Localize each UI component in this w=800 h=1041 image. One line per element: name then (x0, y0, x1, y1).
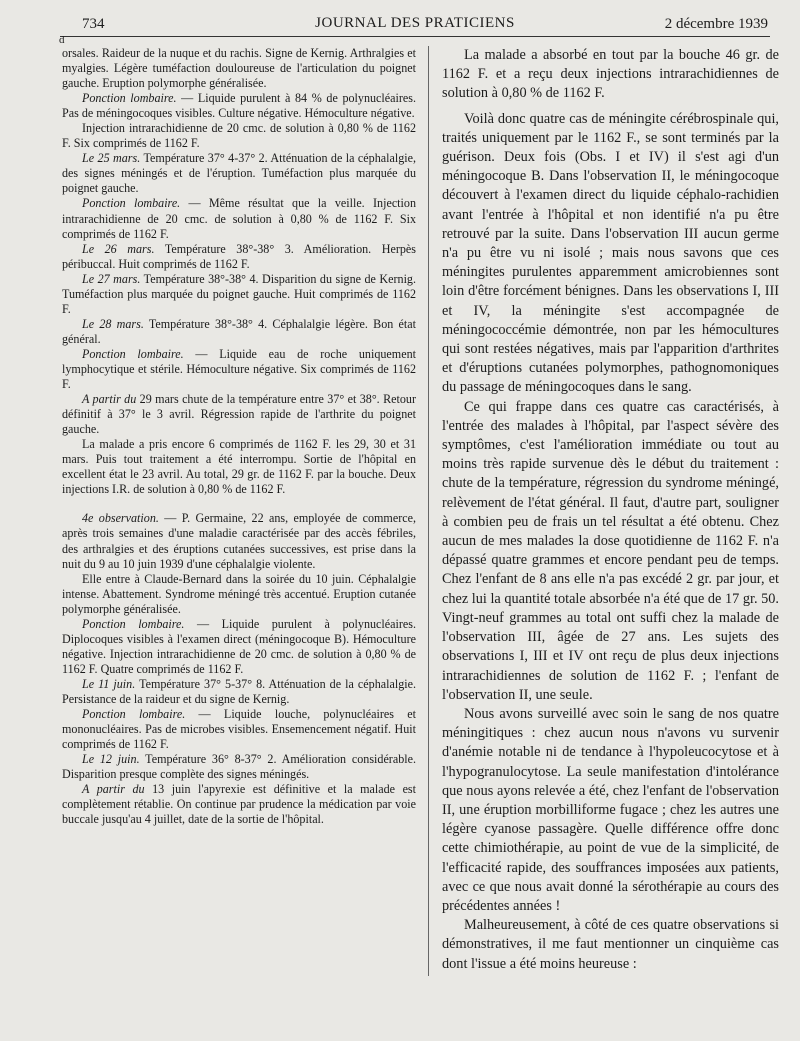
paragraph (62, 91, 416, 121)
paragraph-text: Injection intrarachidienne de 20 cmc. de solution à 0,80 % de 1162 F. Six comprimés de 1162 F. (62, 121, 416, 151)
paragraph (62, 782, 416, 827)
paragraph-text: — Même résultat que la veille. Injection intrarachidienne de 20 cmc. de solution à 0,80 % de 1162 F. Six comprimés de 1162 F. (62, 196, 416, 241)
paragraph (62, 196, 416, 241)
paragraph-lead: Le 28 mars. (82, 316, 144, 331)
paragraph-text: Malheureusement, à côté de ces quatre observations si démonstratives, il me faut mentionner un cinquième cas dont l'issue a été moins heureuse : (442, 917, 779, 972)
page-header (59, 10, 770, 46)
paragraph-text: Elle entre à Claude-Bernard dans la soirée du 10 juin. Céphalalgie intense. Abattement. Syndrome méningé très accentué. Eruption cutanée polymorphe généralisée. (62, 571, 416, 616)
paragraph (62, 46, 416, 91)
paragraph (442, 110, 779, 398)
paragraph-lead: Ponction lombaire. (82, 91, 177, 106)
paragraph-lead: A partir du (82, 392, 137, 407)
paragraph (62, 317, 416, 347)
paragraph-lead: Le 25 mars. (82, 151, 141, 166)
column-divider (428, 46, 429, 976)
paragraph (62, 511, 416, 571)
paragraph-lead: Ponction lombaire. (82, 196, 181, 211)
paragraph-lead: Ponction lombaire. (82, 346, 184, 361)
paragraph-text: La malade a pris encore 6 comprimés de 1162 F. les 29, 30 et 31 mars. Puis tout traitement a été interrompu. Sortie de l'hôpital en excellent état le 23 avril. Au total, 29 gr. de 1162 F. par la bouche. Deux injections I.R. de solution à 0,80 % de 1162 F. (62, 437, 416, 497)
paragraph-lead: Ponction lombaire. (82, 616, 185, 631)
paragraph (62, 347, 416, 392)
left-column (62, 46, 416, 827)
right-column (442, 46, 779, 974)
paragraph-text: Ce qui frappe dans ces quatre cas caractérisés, à l'entrée des malades à l'hôpital, par l'aspect sévère des symptômes, c'est l'amélioration immédiate ou tout au moins très rapide survenue dès le début du traitement : chute de la température, régression du syndrome méningé, relèvement de l'état général. Il faut, d'autre part, souligner à combien peu de frais un tel résultat a été obtenu. Chez aucun de mes malades la dose quotidienne de 1162 F. n'a dépassé quatre grammes et encore pendant peu de temps. Chez l'enfant de 8 ans elle n'a pas excédé 2 gr. par jour, et chez lui la quantité totale absorbée n'a été que de 17 gr. 50. Vingt-neuf grammes au total ont suffi chez la malade de l'observation III, âgée de 27 ans. Les sujets des observations I, III et IV ont reçu de plus deux injections intrarachidiennes de solution de 1162 F. ; l'enfant de l'observation II, une seule. (442, 398, 779, 703)
issue-date: 2 décembre 1939 (664, 16, 768, 32)
paragraph (442, 705, 779, 916)
paragraph (62, 572, 416, 617)
paragraph (62, 242, 416, 272)
paragraph (62, 707, 416, 752)
paragraph-text: — Liquide purulent à polynucléaires. Diplocoques visibles à l'examen direct (méningocoque B). Hémoculture négative. Injection intrarachidienne de 20 cmc. de solution à 0,80 % de 1162 F. Quatre comprimés de 1162 F. (62, 616, 416, 676)
paragraph (62, 617, 416, 677)
paragraph (62, 677, 416, 707)
paragraph (62, 121, 416, 151)
paragraph-text: Température 38°-38° 4. Céphalalgie légère. Bon état général. (62, 316, 416, 346)
page-number: 734 (82, 16, 105, 32)
paragraph-text: Nous avons surveillé avec soin le sang de nos quatre méningitiques : chez aucun nous n'avons vu survenir d'anémie notable ni de tendance à l'hypoleucocytose et à l'hypogranulocytose. La seule manifestation d'intolérance que nous ayons relevée a été, chez l'enfant de l'observation II, une éruption morbilliforme fugace ; chez les autres une légère cyanose passagère. Quelle différence offre donc cette chimiothérapie, au point de vue de la simplicité, de l'efficacité rapide, des souffrances imposées aux patients, avec ce que nous avait donné la sérothérapie au cours des précédentes années ! (442, 705, 779, 914)
paragraph-text: — Liquide purulent à 84 % de polynucléaires. Pas de méningocoques visibles. Culture négative. Hémoculture négative. (62, 91, 416, 121)
paragraph-text: La malade a absorbé en tout par la bouche 46 gr. de 1162 F. et a reçu deux injections intrarachidiennes de solution à 0,80 % de 1162 F. (442, 47, 779, 102)
paragraph-text: Voilà donc quatre cas de méningite cérébrospinale qui, traités uniquement par le 1162 F., se sont terminés par la guérison. Deux fois (Obs. I et IV) il s'est agi d'un méningocoque B. Dans l'observation II, le méningocoque découvert à l'examen direct du liquide céphalo-rachidien avant l'entrée à l'hôpital et non identifié n'a pu être retrouvé par la suite. Dans l'observation III aucun germe n'a pu être vu ni isolé ; mais nous savons que ces méningites purulentes apparemment amicrobiennes sont loin d'être forcément bénignes. Dans les observations I, III et IV, la méningite s'est accompagnée de méningococcémie démontrée, non par les hémocultures qui sont restées négatives, mais par l'apparition d'arthrites et d'éruptions cutanées polymorphes, pathognomoniques du passage de méningocoques dans le sang. (442, 110, 779, 396)
paragraph (62, 437, 416, 497)
paragraph-lead: Le 11 juin. (82, 676, 136, 691)
paragraph (442, 916, 779, 974)
paragraph-text: Température 38°-38° 4. Disparition du signe de Kernig. Tuméfaction plus marquée du poignet gauche. Huit comprimés de 1162 F. (62, 271, 416, 316)
paragraph (442, 46, 779, 104)
paragraph-text: orsales. Raideur de la nuque et du rachis. Signe de Kernig. Arthralgies et myalgies. Légère tuméfaction douloureuse de l'articulation du poignet gauche. Eruption polymorphe généralisée. (62, 46, 416, 91)
paragraph-text: — P. Germaine, 22 ans, employée de commerce, après trois semaines d'une maladie caractérisée par des accès fébriles, des arthralgies et des éruptions cutanées successives, est prise dans la nuit du 9 au 10 juin 1939 d'une céphalalgie violente. (62, 511, 416, 571)
paragraph-text: 29 mars chute de la température entre 37° et 38°. Retour définitif à 37° le 3 avril. Régression rapide de l'arthrite du poignet gauche. (62, 392, 416, 437)
paragraph (442, 398, 779, 705)
paragraph-lead: A partir du (82, 782, 145, 797)
journal-title: JOURNAL DES PRATICIENS (315, 15, 515, 31)
paragraph-text: — Liquide eau de roche uniquement lymphocytique et stérile. Hémoculture négative. Six comprimés de 1162 F. (62, 346, 416, 392)
paragraph-text: Température 38°-38° 3. Amélioration. Herpès péribuccal. Huit comprimés de 1162 F. (62, 241, 416, 271)
paragraph-lead: 4e observation. (82, 511, 159, 526)
margin-mark: d (59, 34, 65, 46)
paragraph-text: 13 juin l'apyrexie est définitive et la malade est complètement rétablie. On continue par prudence la médication par voie buccale jusqu'au 4 juillet, date de la sortie de l'hôpital. (62, 782, 416, 827)
paragraph (62, 752, 416, 782)
paragraph-text: Température 37° 4-37° 2. Atténuation de la céphalalgie, des signes méningés et de l'éruption. Tuméfaction plus marquée du poignet gauche. (62, 151, 416, 196)
paragraph-text: Température 37° 5-37° 8. Atténuation de la céphalalgie. Persistance de la raideur et du signe de Kernig. (62, 676, 416, 706)
paragraph (62, 392, 416, 437)
paragraph-text: — Liquide louche, polynucléaires et mononucléaires. Pas de microbes visibles. Ensemencement négatif. Huit comprimés de 1162 F. (62, 707, 416, 752)
paragraph (62, 272, 416, 317)
paragraph-lead: Le 12 juin. (82, 752, 140, 767)
paragraph-lead: Le 26 mars. (82, 241, 155, 256)
paragraph-text: Température 36° 8-37° 2. Amélioration considérable. Disparition presque complète des signes méningés. (62, 752, 416, 782)
paragraph (62, 151, 416, 196)
paragraph-lead: Le 27 mars. (82, 271, 141, 286)
paragraph-lead: Ponction lombaire. (82, 707, 186, 722)
